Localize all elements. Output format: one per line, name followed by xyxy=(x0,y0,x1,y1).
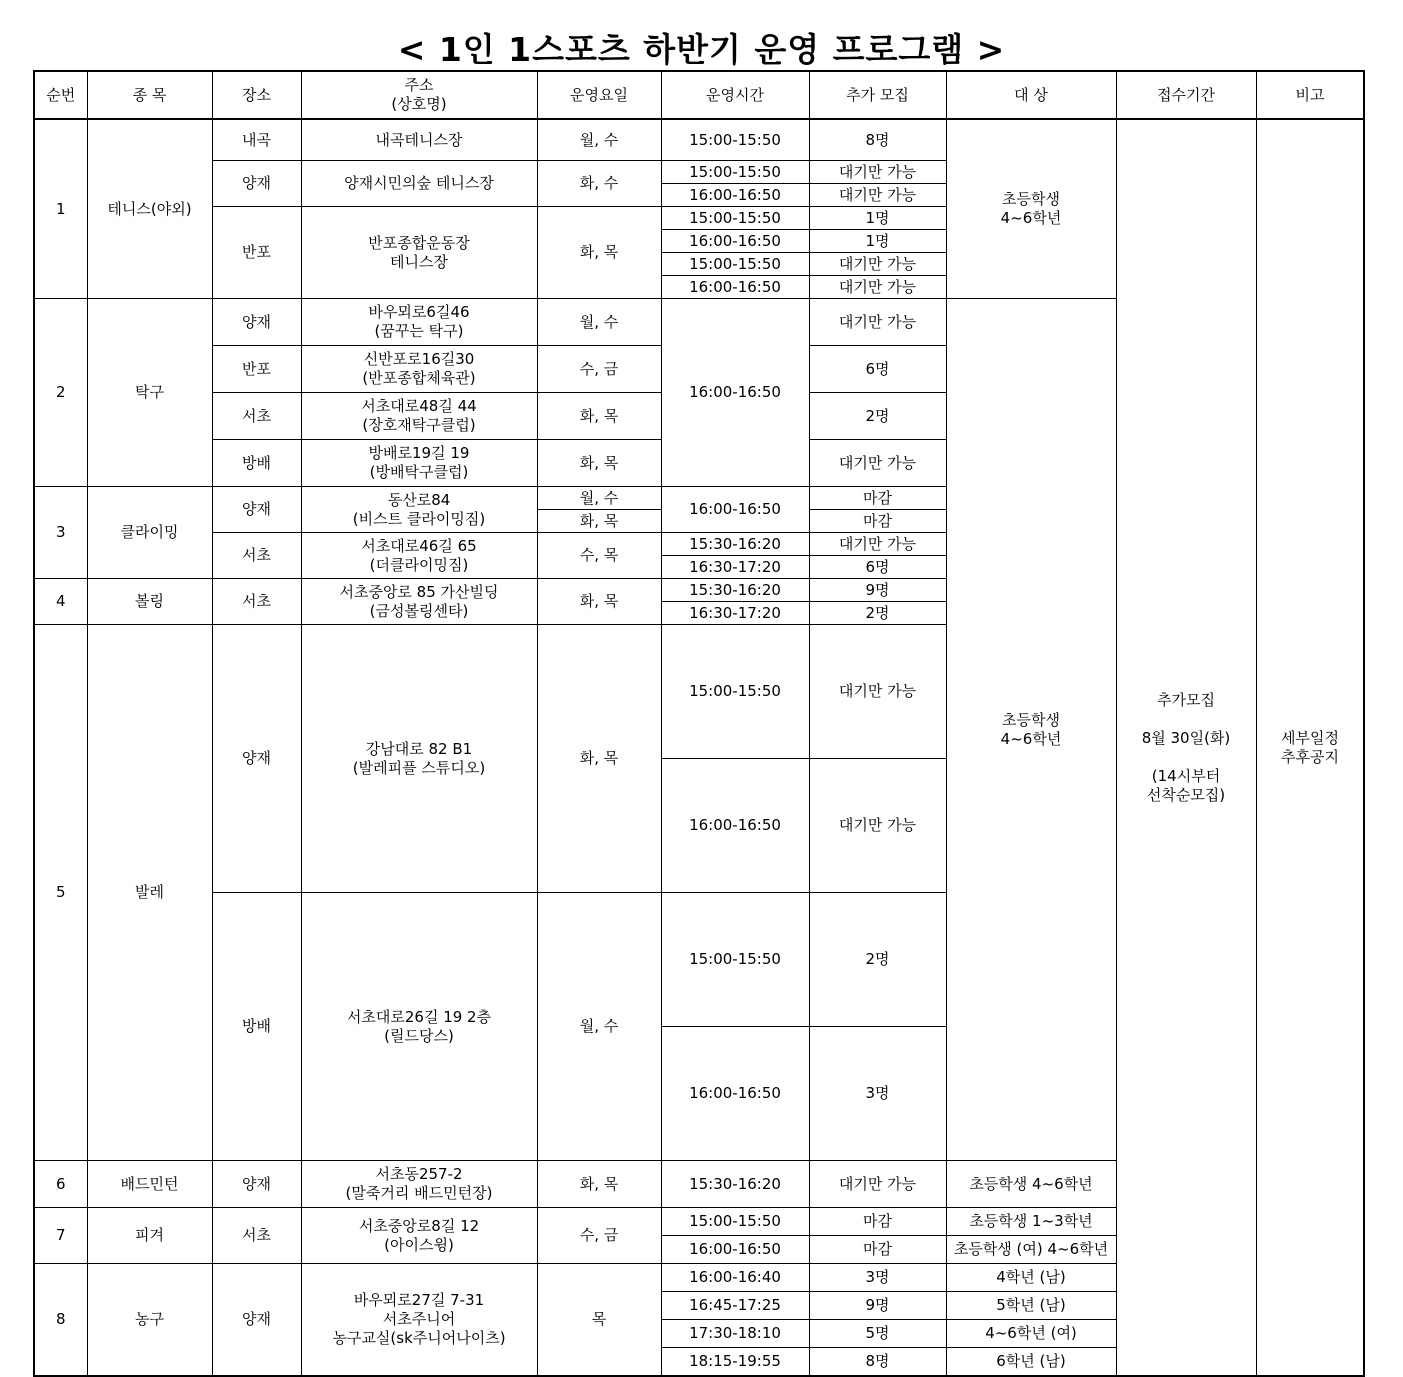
header-days: 운영요일 xyxy=(537,71,661,119)
cell-days: 화, 목 xyxy=(537,625,661,893)
cell-address: 신반포로16길30 (반포종합체육관) xyxy=(301,346,537,393)
cell-no: 8 xyxy=(34,1264,87,1377)
cell-place: 양재 xyxy=(212,487,301,533)
cell-days: 수, 목 xyxy=(537,533,661,579)
cell-target: 초등학생 (여) 4~6학년 xyxy=(946,1236,1116,1264)
cell-days: 수, 금 xyxy=(537,1208,661,1264)
cell-place: 반포 xyxy=(212,207,301,299)
cell-target: 초등학생 4~6학년 xyxy=(946,119,1116,299)
cell-no: 5 xyxy=(34,625,87,1161)
cell-no: 2 xyxy=(34,299,87,487)
cell-target: 초등학생 1~3학년 xyxy=(946,1208,1116,1236)
cell-time: 16:00-16:50 xyxy=(661,230,809,253)
cell-time: 15:30-16:20 xyxy=(661,533,809,556)
cell-recruit: 대기만 가능 xyxy=(809,1161,946,1208)
cell-days: 월, 수 xyxy=(537,299,661,346)
cell-place: 양재 xyxy=(212,1264,301,1377)
cell-no: 6 xyxy=(34,1161,87,1208)
cell-place: 양재 xyxy=(212,299,301,346)
cell-time: 15:30-16:20 xyxy=(661,1161,809,1208)
cell-days: 화, 목 xyxy=(537,1161,661,1208)
cell-address: 방배로19길 19 (방배탁구클럽) xyxy=(301,440,537,487)
cell-address: 서초동257-2 (말죽거리 배드민턴장) xyxy=(301,1161,537,1208)
cell-recruit: 8명 xyxy=(809,119,946,161)
cell-time: 15:00-15:50 xyxy=(661,893,809,1027)
cell-time: 15:00-15:50 xyxy=(661,207,809,230)
cell-address: 바우뫼로6길46 (꿈꾸는 탁구) xyxy=(301,299,537,346)
cell-recruit: 대기만 가능 xyxy=(809,440,946,487)
cell-time: 16:00-16:50 xyxy=(661,184,809,207)
cell-recruit: 대기만 가능 xyxy=(809,299,946,346)
cell-days: 화, 목 xyxy=(537,579,661,625)
cell-address: 서초중앙로8길 12 (아이스윙) xyxy=(301,1208,537,1264)
cell-time: 15:00-15:50 xyxy=(661,1208,809,1236)
cell-address: 서초중앙로 85 가산빌딩 (금성볼링센타) xyxy=(301,579,537,625)
cell-target: 5학년 (남) xyxy=(946,1292,1116,1320)
header-target: 대 상 xyxy=(946,71,1116,119)
cell-time: 15:00-15:50 xyxy=(661,119,809,161)
cell-address: 바우뫼로27길 7-31 서초주니어 농구교실(sk주니어나이츠) xyxy=(301,1264,537,1377)
cell-time: 16:00-16:50 xyxy=(661,487,809,533)
cell-recruit: 2명 xyxy=(809,393,946,440)
cell-address: 동산로84 (비스트 클라이밍짐) xyxy=(301,487,537,533)
cell-time: 17:30-18:10 xyxy=(661,1320,809,1348)
cell-address: 서초대로48길 44 (장호재탁구클럽) xyxy=(301,393,537,440)
header-time: 운영시간 xyxy=(661,71,809,119)
cell-recruit: 1명 xyxy=(809,207,946,230)
cell-time: 15:00-15:50 xyxy=(661,625,809,759)
cell-recruit: 6명 xyxy=(809,346,946,393)
cell-address: 반포종합운동장 테니스장 xyxy=(301,207,537,299)
cell-recruit: 마감 xyxy=(809,1236,946,1264)
cell-recruit: 대기만 가능 xyxy=(809,184,946,207)
cell-place: 양재 xyxy=(212,625,301,893)
cell-period: 추가모집 8월 30일(화) (14시부터 선착순모집) xyxy=(1116,119,1256,1376)
cell-recruit: 5명 xyxy=(809,1320,946,1348)
cell-target: 6학년 (남) xyxy=(946,1348,1116,1377)
cell-days: 월, 수 xyxy=(537,893,661,1161)
cell-sport: 피겨 xyxy=(87,1208,212,1264)
cell-sport: 탁구 xyxy=(87,299,212,487)
cell-days: 화, 목 xyxy=(537,207,661,299)
cell-time: 15:30-16:20 xyxy=(661,579,809,602)
cell-place: 서초 xyxy=(212,1208,301,1264)
cell-place: 서초 xyxy=(212,533,301,579)
cell-target: 4학년 (남) xyxy=(946,1264,1116,1292)
cell-time: 16:00-16:50 xyxy=(661,1236,809,1264)
cell-recruit: 대기만 가능 xyxy=(809,533,946,556)
cell-place: 방배 xyxy=(212,893,301,1161)
cell-sport: 클라이밍 xyxy=(87,487,212,579)
cell-address: 강남대로 82 B1 (발레피플 스튜디오) xyxy=(301,625,537,893)
cell-days: 화, 수 xyxy=(537,161,661,207)
cell-target: 4~6학년 (여) xyxy=(946,1320,1116,1348)
cell-no: 3 xyxy=(34,487,87,579)
cell-no: 7 xyxy=(34,1208,87,1264)
cell-address: 서초대로46길 65 (더클라이밍짐) xyxy=(301,533,537,579)
cell-place: 서초 xyxy=(212,393,301,440)
cell-recruit: 대기만 가능 xyxy=(809,253,946,276)
cell-no: 1 xyxy=(34,119,87,299)
cell-place: 양재 xyxy=(212,161,301,207)
cell-recruit: 대기만 가능 xyxy=(809,161,946,184)
cell-recruit: 3명 xyxy=(809,1027,946,1161)
cell-note: 세부일정 추후공지 xyxy=(1256,119,1364,1376)
cell-no: 4 xyxy=(34,579,87,625)
cell-recruit: 8명 xyxy=(809,1348,946,1377)
cell-time: 15:00-15:50 xyxy=(661,253,809,276)
cell-days: 수, 금 xyxy=(537,346,661,393)
cell-place: 반포 xyxy=(212,346,301,393)
cell-recruit: 6명 xyxy=(809,556,946,579)
cell-sport: 농구 xyxy=(87,1264,212,1377)
cell-sport: 테니스(야외) xyxy=(87,119,212,299)
cell-recruit: 대기만 가능 xyxy=(809,625,946,759)
cell-sport: 배드민턴 xyxy=(87,1161,212,1208)
cell-address: 내곡테니스장 xyxy=(301,119,537,161)
cell-time: 16:30-17:20 xyxy=(661,556,809,579)
cell-time: 16:00-16:50 xyxy=(661,1027,809,1161)
header-recruit: 추가 모집 xyxy=(809,71,946,119)
cell-address: 서초대로26길 19 2층 (릴드당스) xyxy=(301,893,537,1161)
table-header-row xyxy=(34,71,1364,119)
cell-target: 초등학생 4~6학년 xyxy=(946,299,1116,1161)
page-title: < 1인 1스포츠 하반기 운영 프로그램 > xyxy=(397,30,1006,69)
cell-recruit: 2명 xyxy=(809,893,946,1027)
cell-recruit: 9명 xyxy=(809,1292,946,1320)
cell-days: 월, 수 xyxy=(537,119,661,161)
cell-sport: 발레 xyxy=(87,625,212,1161)
cell-recruit: 마감 xyxy=(809,487,946,510)
cell-days: 화, 목 xyxy=(537,440,661,487)
cell-time: 16:45-17:25 xyxy=(661,1292,809,1320)
cell-target: 초등학생 4~6학년 xyxy=(946,1161,1116,1208)
cell-days: 화, 목 xyxy=(537,510,661,533)
cell-time: 16:00-16:50 xyxy=(661,759,809,893)
cell-time: 16:00-16:50 xyxy=(661,299,809,487)
cell-time: 16:00-16:40 xyxy=(661,1264,809,1292)
cell-time: 18:15-19:55 xyxy=(661,1348,809,1377)
cell-days: 화, 목 xyxy=(537,393,661,440)
program-schedule-table xyxy=(33,70,1365,1377)
cell-time: 16:00-16:50 xyxy=(661,276,809,299)
cell-recruit: 1명 xyxy=(809,230,946,253)
header-period: 접수기간 xyxy=(1116,71,1256,119)
cell-recruit: 2명 xyxy=(809,602,946,625)
cell-days: 월, 수 xyxy=(537,487,661,510)
cell-recruit: 대기만 가능 xyxy=(809,759,946,893)
cell-recruit: 9명 xyxy=(809,579,946,602)
cell-time: 16:30-17:20 xyxy=(661,602,809,625)
cell-recruit: 마감 xyxy=(809,1208,946,1236)
header-no: 순번 xyxy=(34,71,87,119)
cell-days: 목 xyxy=(537,1264,661,1377)
cell-recruit: 대기만 가능 xyxy=(809,276,946,299)
header-address: 주소 (상호명) xyxy=(301,71,537,119)
cell-address: 양재시민의숲 테니스장 xyxy=(301,161,537,207)
table-row xyxy=(34,119,1364,161)
header-place: 장소 xyxy=(212,71,301,119)
header-sport: 종 목 xyxy=(87,71,212,119)
cell-time: 15:00-15:50 xyxy=(661,161,809,184)
cell-place: 방배 xyxy=(212,440,301,487)
cell-place: 서초 xyxy=(212,579,301,625)
cell-recruit: 마감 xyxy=(809,510,946,533)
cell-place: 내곡 xyxy=(212,119,301,161)
cell-place: 양재 xyxy=(212,1161,301,1208)
cell-recruit: 3명 xyxy=(809,1264,946,1292)
header-note: 비고 xyxy=(1256,71,1364,119)
cell-sport: 볼링 xyxy=(87,579,212,625)
